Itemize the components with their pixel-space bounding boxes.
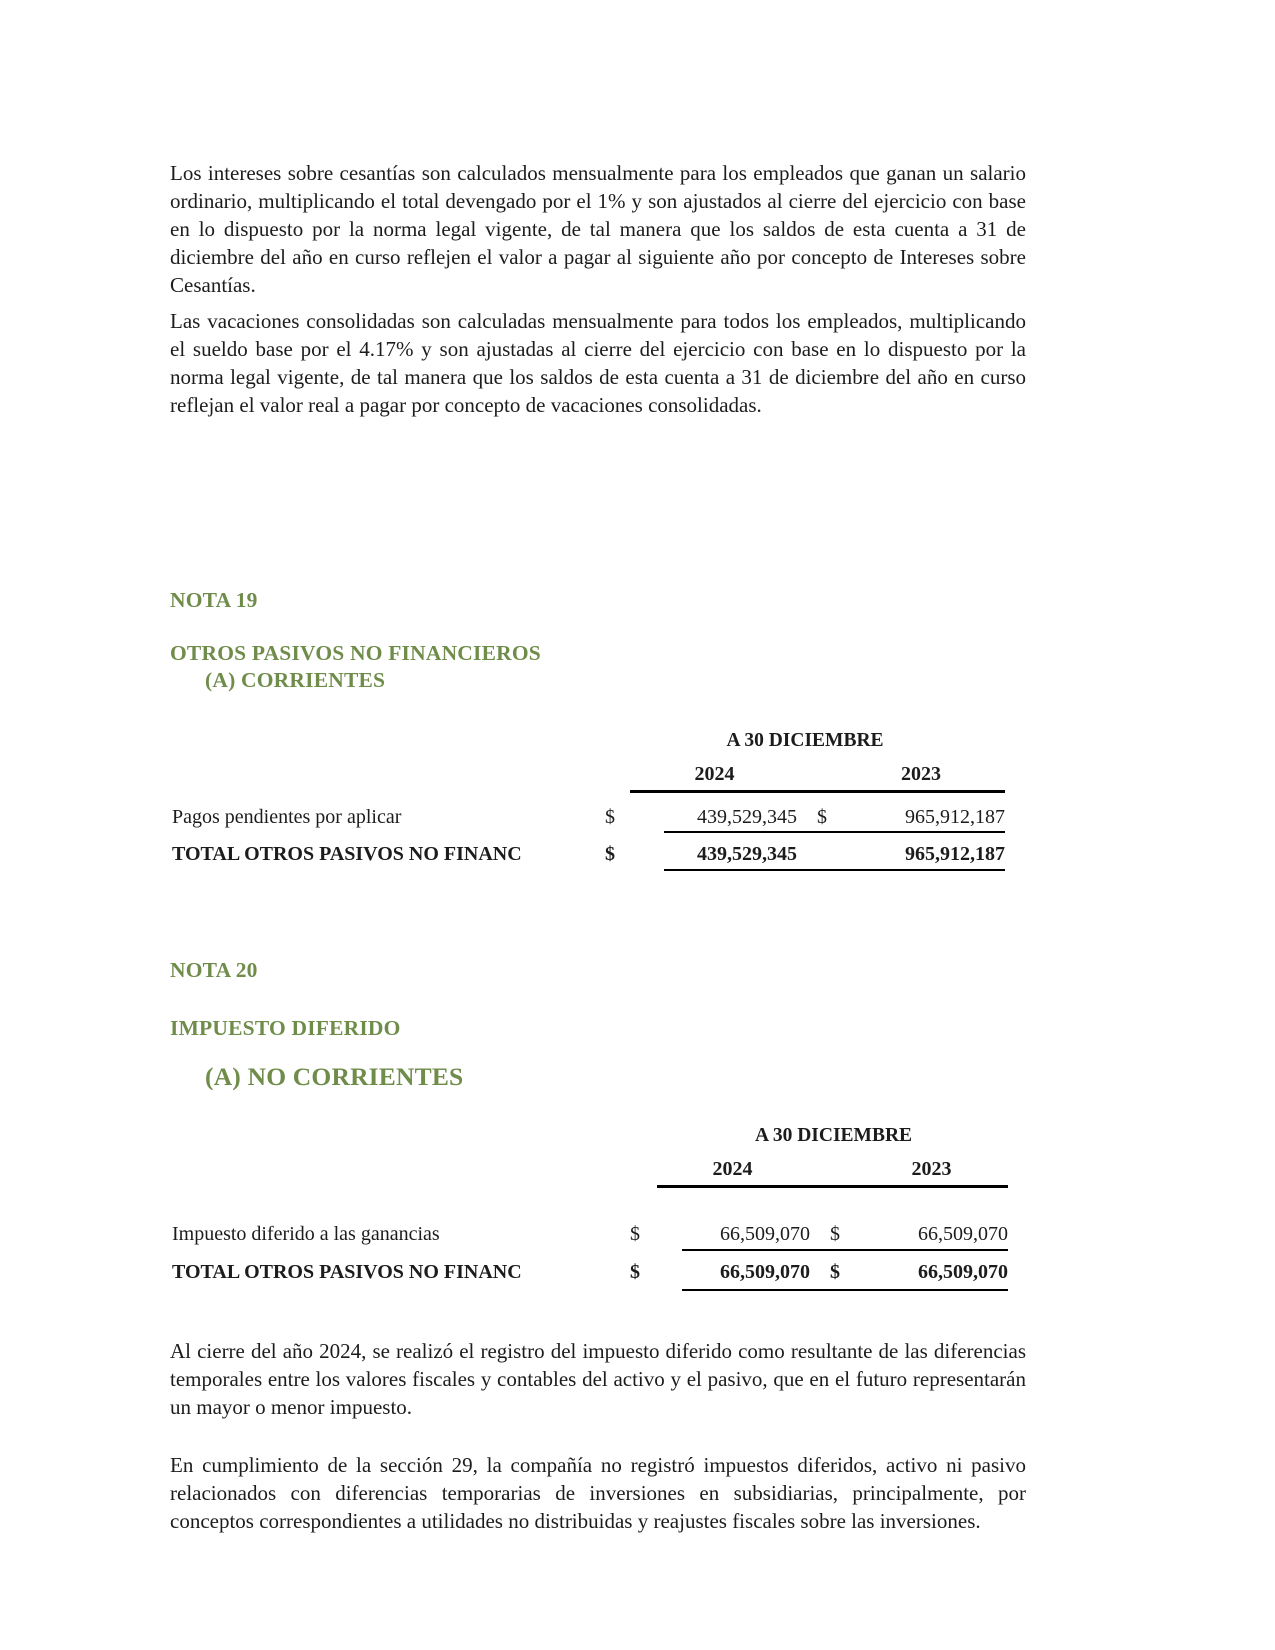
table1-row1-dollar-2023: $ xyxy=(817,806,827,828)
table2-row1-rule xyxy=(682,1249,1008,1251)
table-row xyxy=(172,806,1012,832)
table1-col-2024: 2024 xyxy=(694,763,735,785)
table2-col-2023: 2023 xyxy=(911,1158,952,1180)
table2-row1-label: Impuesto diferido a las ganancias xyxy=(172,1223,440,1245)
table1-total-label: TOTAL OTROS PASIVOS NO FINANC xyxy=(172,843,522,865)
table2-col-2024: 2024 xyxy=(712,1158,753,1180)
table-row xyxy=(172,1223,1012,1249)
table2-header-rule xyxy=(657,1185,1008,1188)
paragraph-registro-impuesto-diferido: Al cierre del año 2024, se realizó el registro del impuesto diferido como resultante de las diferencias temporales entre los valores fiscales y contables del activo y el pasivo, que en el futuro representarán un mayor o menor impuesto. xyxy=(170,1339,1026,1419)
table1-total-value-2024: 439,529,345 xyxy=(697,843,797,865)
table1-row1-value-2024: 439,529,345 xyxy=(697,806,797,828)
table2-total-value-2024: 66,509,070 xyxy=(720,1261,810,1283)
table1-total-dollar-2023 xyxy=(817,843,842,869)
nota-19-subtitle: OTROS PASIVOS NO FINANCIEROS xyxy=(170,641,541,665)
table2-bottom-rule xyxy=(682,1289,1008,1291)
table2-row1-value-2023: 66,509,070 xyxy=(918,1223,1008,1245)
nota-20-title: NOTA 20 xyxy=(170,958,258,982)
table-otros-pasivos-corrientes xyxy=(172,730,1017,890)
paragraph-seccion-29: En cumplimiento de la sección 29, la compañía no registró impuestos diferidos, activo ni pasivo relacionados con diferencias temporarias de inversiones en subsidiarias, principalmente, por conceptos correspondientes a utilidades no distribuidas y reajustes fiscales sobre las inversiones. xyxy=(170,1453,1026,1533)
nota-20-subtitle: IMPUESTO DIFERIDO xyxy=(170,1016,401,1040)
table1-header-rule xyxy=(630,790,1005,793)
table2-total-dollar-2023: $ xyxy=(830,1261,840,1283)
nota-20-subheading-no-corrientes: (A) NO CORRIENTES xyxy=(205,1062,464,1091)
table1-total-value-2023: 965,912,187 xyxy=(905,843,1005,865)
table1-total-dollar-2024: $ xyxy=(605,843,615,865)
table2-row1-dollar-2024: $ xyxy=(630,1223,640,1245)
paragraph-intereses-cesantias: Los intereses sobre cesantías son calculados mensualmente para los empleados que ganan un salario ordinario, multiplicando el total devengado por el 1% y son ajustados al cierre del ejercicio con base en lo dispuesto por la norma legal vigente, de tal manera que los saldos de esta cuenta a 31 de diciembre del año en curso reflejen el valor a pagar al siguiente año por concepto de Intereses sobre Cesantías. xyxy=(170,161,1026,297)
table1-row1-value-2023: 965,912,187 xyxy=(905,806,1005,828)
table1-row1-label: Pagos pendientes por aplicar xyxy=(172,806,402,828)
table1-header-a30diciembre: A 30 DICIEMBRE xyxy=(726,730,884,751)
table-total-row xyxy=(172,1261,1012,1287)
table1-bottom-rule xyxy=(664,869,1005,871)
table1-row1-dollar-2024: $ xyxy=(605,806,615,828)
paragraph-vacaciones-consolidadas: Las vacaciones consolidadas son calculadas mensualmente para todos los empleados, multiplicando el sueldo base por el 4.17% y son ajustadas al cierre del ejercicio con base en lo dispuesto por la norma legal vigente, de tal manera que los saldos de esta cuenta a 31 de diciembre del año en curso reflejan el valor real a pagar por concepto de vacaciones consolidadas. xyxy=(170,309,1026,417)
table2-header-a30diciembre: A 30 DICIEMBRE xyxy=(754,1125,913,1146)
table2-row1-dollar-2023: $ xyxy=(830,1223,840,1245)
table2-total-label: TOTAL OTROS PASIVOS NO FINANC xyxy=(172,1261,522,1283)
nota-19-subheading-corrientes: (A) CORRIENTES xyxy=(205,668,386,692)
table2-total-value-2023: 66,509,070 xyxy=(918,1261,1008,1283)
table2-row1-value-2024: 66,509,070 xyxy=(720,1223,810,1245)
table1-row1-rule xyxy=(664,831,1005,833)
table2-total-dollar-2024: $ xyxy=(630,1261,640,1283)
table-total-row xyxy=(172,843,1012,869)
table-impuesto-diferido xyxy=(172,1125,1017,1305)
nota-19-title: NOTA 19 xyxy=(170,588,258,612)
table1-col-2023: 2023 xyxy=(901,763,941,785)
